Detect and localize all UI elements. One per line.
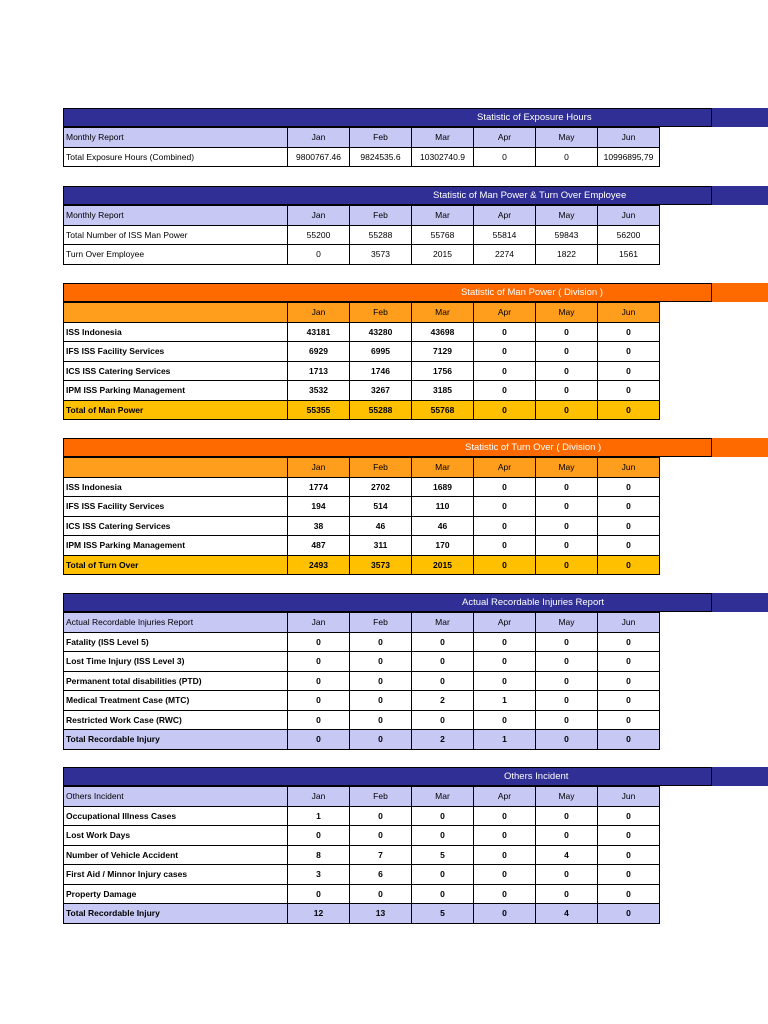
- cell-value: 1822: [536, 245, 598, 265]
- table-row: [64, 536, 660, 556]
- cell-value: 0: [536, 806, 598, 826]
- month-header: Feb: [350, 206, 412, 226]
- cell-value: 0: [474, 381, 536, 401]
- total-label: Total Recordable Injury: [64, 904, 288, 924]
- row-label: Number of Vehicle Accident: [64, 845, 288, 865]
- cell-value: 0: [536, 322, 598, 342]
- row-label: ISS Indonesia: [64, 477, 288, 497]
- cell-value: 0: [474, 147, 536, 167]
- section-manpower-turnover: [63, 186, 660, 265]
- row-label: IFS ISS Facility Services: [64, 497, 288, 517]
- section-injuries: [63, 593, 660, 750]
- month-header: Apr: [474, 206, 536, 226]
- section-manpower-division: [63, 283, 660, 420]
- cell-value: 9800767.46: [288, 147, 350, 167]
- cell-value: 0: [536, 671, 598, 691]
- table-row: [64, 361, 660, 381]
- cell-value: 0: [598, 342, 660, 362]
- cell-value: 0: [598, 536, 660, 556]
- total-row: [64, 904, 660, 924]
- cell-value: 0: [598, 826, 660, 846]
- month-header: Mar: [412, 206, 474, 226]
- section-title: Actual Recordable Injuries Report: [462, 597, 605, 608]
- month-header: Apr: [474, 458, 536, 478]
- cell-value: 0: [350, 671, 412, 691]
- row-label: Lost Work Days: [64, 826, 288, 846]
- section-header: [63, 767, 660, 786]
- cell-value: 2015: [412, 245, 474, 265]
- cell-value: 10302740.9: [412, 147, 474, 167]
- cell-value: 0: [288, 652, 350, 672]
- section-turnover-division: [63, 438, 660, 575]
- section-header: [63, 283, 660, 302]
- cell-value: 43280: [350, 322, 412, 342]
- cell-value: 0: [536, 381, 598, 401]
- header-label: [64, 458, 288, 478]
- cell-value: 3532: [288, 381, 350, 401]
- total-value: 2: [412, 730, 474, 750]
- table-row: [64, 322, 660, 342]
- cell-value: 55200: [288, 225, 350, 245]
- cell-value: 0: [536, 884, 598, 904]
- cell-value: 43698: [412, 322, 474, 342]
- total-value: 12: [288, 904, 350, 924]
- total-value: 2493: [288, 555, 350, 575]
- month-header: Feb: [350, 128, 412, 148]
- header-label: Others Incident: [64, 787, 288, 807]
- total-label: Total of Turn Over: [64, 555, 288, 575]
- month-header: May: [536, 613, 598, 633]
- cell-value: 0: [536, 691, 598, 711]
- cell-value: 55768: [412, 225, 474, 245]
- month-header: May: [536, 128, 598, 148]
- month-header: Feb: [350, 458, 412, 478]
- month-header: Jun: [598, 303, 660, 323]
- row-label: Turn Over Employee: [64, 245, 288, 265]
- cell-value: 38: [288, 516, 350, 536]
- section-title: Others Incident: [504, 771, 569, 782]
- cell-value: 0: [536, 477, 598, 497]
- cell-value: 9824535.6: [350, 147, 412, 167]
- table-header-row: [64, 613, 660, 633]
- cell-value: 0: [536, 652, 598, 672]
- cell-value: 1561: [598, 245, 660, 265]
- total-value: 0: [598, 400, 660, 420]
- cell-value: 0: [536, 147, 598, 167]
- total-value: 0: [598, 555, 660, 575]
- cell-value: 3573: [350, 245, 412, 265]
- cell-value: 0: [598, 322, 660, 342]
- row-label: First Aid / Minnor Injury cases: [64, 865, 288, 885]
- cell-value: 0: [350, 691, 412, 711]
- cell-value: 0: [412, 826, 474, 846]
- month-header: Mar: [412, 613, 474, 633]
- month-header: Jan: [288, 303, 350, 323]
- month-header: Jun: [598, 206, 660, 226]
- row-label: Restricted Work Case (RWC): [64, 710, 288, 730]
- total-value: 0: [474, 555, 536, 575]
- cell-value: 0: [474, 671, 536, 691]
- cell-value: 311: [350, 536, 412, 556]
- cell-value: 0: [288, 826, 350, 846]
- total-row: [64, 400, 660, 420]
- cell-value: 0: [474, 536, 536, 556]
- cell-value: 2702: [350, 477, 412, 497]
- cell-value: 487: [288, 536, 350, 556]
- total-value: 0: [536, 730, 598, 750]
- section-title: Statistic of Turn Over ( Division ): [465, 442, 602, 453]
- total-value: 3573: [350, 555, 412, 575]
- table-row: [64, 147, 660, 167]
- row-label: Occupational Illness Cases: [64, 806, 288, 826]
- exposure-table: [63, 127, 660, 167]
- cell-value: 0: [412, 671, 474, 691]
- cell-value: 0: [536, 865, 598, 885]
- cell-value: 43181: [288, 322, 350, 342]
- table-header-row: [64, 458, 660, 478]
- total-value: 4: [536, 904, 598, 924]
- cell-value: 0: [598, 671, 660, 691]
- cell-value: 5: [412, 845, 474, 865]
- cell-value: 0: [288, 691, 350, 711]
- month-header: Apr: [474, 787, 536, 807]
- month-header: Jan: [288, 458, 350, 478]
- section-header: [63, 108, 660, 127]
- table-row: [64, 497, 660, 517]
- table-header-row: [64, 787, 660, 807]
- section-header: [63, 593, 660, 612]
- table-row: [64, 671, 660, 691]
- cell-value: 110: [412, 497, 474, 517]
- total-value: 55288: [350, 400, 412, 420]
- cell-value: 0: [598, 710, 660, 730]
- cell-value: 1713: [288, 361, 350, 381]
- cell-value: 0: [598, 632, 660, 652]
- cell-value: 0: [536, 826, 598, 846]
- month-header: May: [536, 303, 598, 323]
- row-label: ISS Indonesia: [64, 322, 288, 342]
- month-header: Jan: [288, 613, 350, 633]
- cell-value: 7129: [412, 342, 474, 362]
- row-label: Medical Treatment Case (MTC): [64, 691, 288, 711]
- total-value: 0: [598, 904, 660, 924]
- total-label: Total Recordable Injury: [64, 730, 288, 750]
- cell-value: 0: [474, 806, 536, 826]
- cell-value: 0: [412, 806, 474, 826]
- header-label: Actual Recordable Injuries Report: [64, 613, 288, 633]
- total-value: 5: [412, 904, 474, 924]
- cell-value: 0: [350, 652, 412, 672]
- month-header: May: [536, 787, 598, 807]
- cell-value: 0: [598, 806, 660, 826]
- month-header: Mar: [412, 303, 474, 323]
- table-row: [64, 652, 660, 672]
- cell-value: 46: [350, 516, 412, 536]
- header-label: [64, 303, 288, 323]
- month-header: Jan: [288, 128, 350, 148]
- cell-value: 0: [474, 826, 536, 846]
- total-value: 1: [474, 730, 536, 750]
- cell-value: 0: [474, 884, 536, 904]
- cell-value: 0: [598, 477, 660, 497]
- cell-value: 1689: [412, 477, 474, 497]
- total-value: 2015: [412, 555, 474, 575]
- total-value: 55355: [288, 400, 350, 420]
- cell-value: 0: [350, 884, 412, 904]
- cell-value: 8: [288, 845, 350, 865]
- cell-value: 170: [412, 536, 474, 556]
- month-header: Jun: [598, 128, 660, 148]
- cell-value: 0: [474, 865, 536, 885]
- cell-value: 46: [412, 516, 474, 536]
- cell-value: 0: [536, 516, 598, 536]
- row-label: IPM ISS Parking Management: [64, 536, 288, 556]
- cell-value: 0: [536, 342, 598, 362]
- cell-value: 0: [474, 361, 536, 381]
- row-label: Lost Time Injury (ISS Level 3): [64, 652, 288, 672]
- month-header: Apr: [474, 303, 536, 323]
- cell-value: 0: [536, 632, 598, 652]
- month-header: Feb: [350, 613, 412, 633]
- header-label: Monthly Report: [64, 206, 288, 226]
- total-value: 0: [350, 730, 412, 750]
- cell-value: 10996895,79: [598, 147, 660, 167]
- cell-value: 0: [598, 865, 660, 885]
- row-label: IFS ISS Facility Services: [64, 342, 288, 362]
- cell-value: 0: [288, 710, 350, 730]
- total-value: 0: [474, 400, 536, 420]
- total-row: [64, 730, 660, 750]
- row-label: ICS ISS Catering Services: [64, 361, 288, 381]
- cell-value: 1: [288, 806, 350, 826]
- cell-value: 0: [350, 710, 412, 730]
- month-header: Mar: [412, 787, 474, 807]
- section-exposure-hours: [63, 108, 660, 167]
- total-value: 55768: [412, 400, 474, 420]
- manpower-turnover-table: [63, 205, 660, 265]
- table-row: [64, 516, 660, 536]
- cell-value: 1746: [350, 361, 412, 381]
- cell-value: 7: [350, 845, 412, 865]
- cell-value: 6995: [350, 342, 412, 362]
- turnover-division-table: [63, 457, 660, 575]
- cell-value: 0: [598, 516, 660, 536]
- month-header: Jan: [288, 206, 350, 226]
- cell-value: 3267: [350, 381, 412, 401]
- cell-value: 0: [598, 845, 660, 865]
- cell-value: 56200: [598, 225, 660, 245]
- cell-value: 0: [536, 497, 598, 517]
- table-row: [64, 342, 660, 362]
- injuries-table: [63, 612, 660, 750]
- cell-value: 0: [474, 497, 536, 517]
- total-value: 0: [288, 730, 350, 750]
- month-header: Apr: [474, 613, 536, 633]
- month-header: Feb: [350, 303, 412, 323]
- cell-value: 6929: [288, 342, 350, 362]
- row-label: Total Exposure Hours (Combined): [64, 147, 288, 167]
- cell-value: 1756: [412, 361, 474, 381]
- cell-value: 0: [474, 845, 536, 865]
- month-header: Jun: [598, 613, 660, 633]
- cell-value: 0: [536, 710, 598, 730]
- cell-value: 0: [598, 361, 660, 381]
- cell-value: 0: [474, 516, 536, 536]
- row-label: Total Number of ISS Man Power: [64, 225, 288, 245]
- cell-value: 0: [598, 691, 660, 711]
- cell-value: 514: [350, 497, 412, 517]
- section-header: [63, 438, 660, 457]
- table-row: [64, 691, 660, 711]
- table-header-row: [64, 303, 660, 323]
- cell-value: 1: [474, 691, 536, 711]
- cell-value: 0: [350, 806, 412, 826]
- cell-value: 0: [474, 632, 536, 652]
- month-header: Jun: [598, 787, 660, 807]
- cell-value: 0: [412, 632, 474, 652]
- row-label: Permanent total disabilities (PTD): [64, 671, 288, 691]
- cell-value: 0: [598, 497, 660, 517]
- total-value: 0: [536, 555, 598, 575]
- month-header: Feb: [350, 787, 412, 807]
- table-row: [64, 632, 660, 652]
- cell-value: 0: [288, 632, 350, 652]
- table-row: [64, 845, 660, 865]
- cell-value: 55288: [350, 225, 412, 245]
- cell-value: 0: [350, 826, 412, 846]
- table-row: [64, 806, 660, 826]
- cell-value: 6: [350, 865, 412, 885]
- section-title: Statistic of Man Power & Turn Over Employee: [433, 190, 627, 201]
- cell-value: 0: [474, 710, 536, 730]
- month-header: Mar: [412, 128, 474, 148]
- table-row: [64, 245, 660, 265]
- cell-value: 0: [350, 632, 412, 652]
- section-title: Statistic of Exposure Hours: [477, 112, 592, 123]
- month-header: May: [536, 458, 598, 478]
- table-row: [64, 884, 660, 904]
- total-value: 13: [350, 904, 412, 924]
- cell-value: 0: [288, 884, 350, 904]
- total-label: Total of Man Power: [64, 400, 288, 420]
- cell-value: 0: [536, 361, 598, 381]
- total-value: 0: [536, 400, 598, 420]
- cell-value: 0: [598, 884, 660, 904]
- table-row: [64, 865, 660, 885]
- total-value: 0: [598, 730, 660, 750]
- total-value: 0: [474, 904, 536, 924]
- cell-value: 4: [536, 845, 598, 865]
- cell-value: 55814: [474, 225, 536, 245]
- cell-value: 0: [474, 652, 536, 672]
- section-title: Statistic of Man Power ( Division ): [461, 287, 604, 298]
- month-header: Jun: [598, 458, 660, 478]
- cell-value: 0: [474, 322, 536, 342]
- table-row: [64, 826, 660, 846]
- total-row: [64, 555, 660, 575]
- table-row: [64, 477, 660, 497]
- header-label: Monthly Report: [64, 128, 288, 148]
- cell-value: 59843: [536, 225, 598, 245]
- month-header: May: [536, 206, 598, 226]
- cell-value: 194: [288, 497, 350, 517]
- table-row: [64, 381, 660, 401]
- table-header-row: [64, 128, 660, 148]
- row-label: Fatality (ISS Level 5): [64, 632, 288, 652]
- cell-value: 0: [288, 245, 350, 265]
- row-label: IPM ISS Parking Management: [64, 381, 288, 401]
- table-row: [64, 225, 660, 245]
- cell-value: 3185: [412, 381, 474, 401]
- manpower-division-table: [63, 302, 660, 420]
- table-row: [64, 710, 660, 730]
- cell-value: 2: [412, 691, 474, 711]
- cell-value: 1774: [288, 477, 350, 497]
- others-table: [63, 786, 660, 924]
- cell-value: 0: [598, 381, 660, 401]
- row-label: ICS ISS Catering Services: [64, 516, 288, 536]
- row-label: Property Damage: [64, 884, 288, 904]
- cell-value: 2274: [474, 245, 536, 265]
- month-header: Apr: [474, 128, 536, 148]
- cell-value: 0: [412, 652, 474, 672]
- cell-value: 0: [412, 884, 474, 904]
- cell-value: 0: [412, 710, 474, 730]
- cell-value: 0: [288, 671, 350, 691]
- cell-value: 0: [474, 342, 536, 362]
- month-header: Mar: [412, 458, 474, 478]
- month-header: Jan: [288, 787, 350, 807]
- table-header-row: [64, 206, 660, 226]
- cell-value: 0: [474, 477, 536, 497]
- cell-value: 3: [288, 865, 350, 885]
- section-others-incident: [63, 767, 660, 924]
- cell-value: 0: [412, 865, 474, 885]
- cell-value: 0: [536, 536, 598, 556]
- cell-value: 0: [598, 652, 660, 672]
- section-header: [63, 186, 660, 205]
